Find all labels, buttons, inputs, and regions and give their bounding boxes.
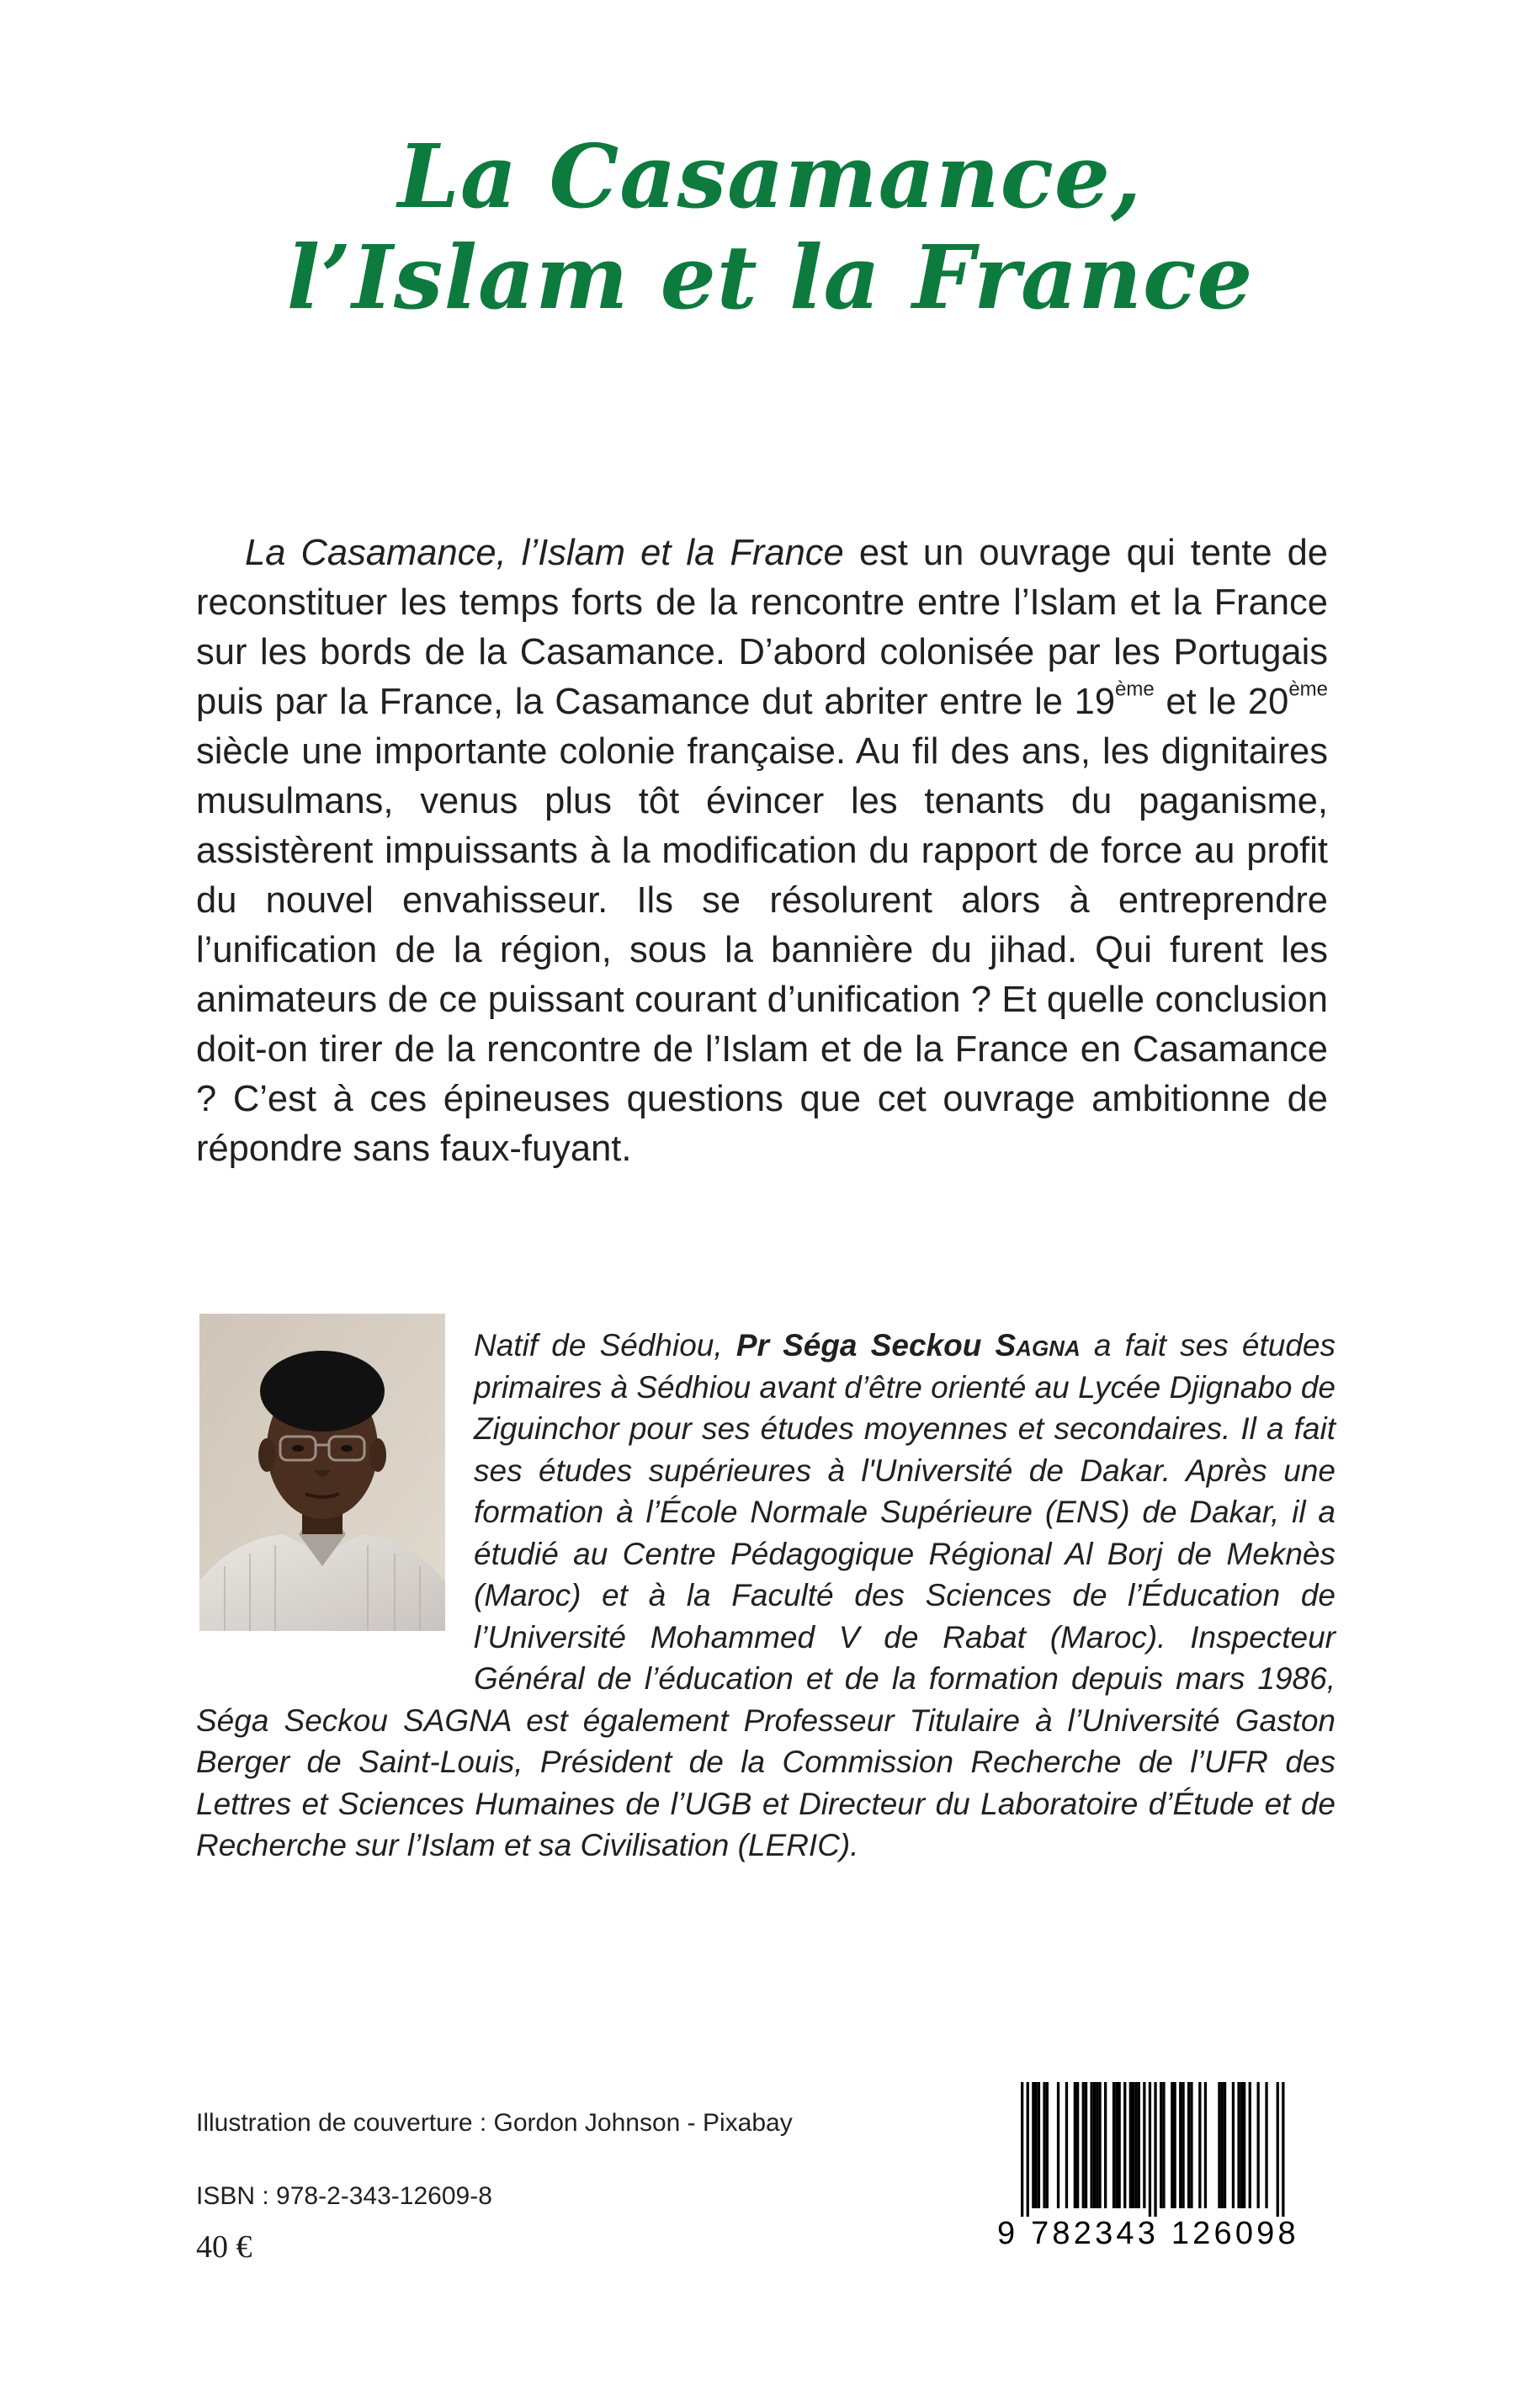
barcode-bar (1038, 2082, 1040, 2208)
barcode-bar (1104, 2082, 1107, 2208)
barcode-bar (1027, 2082, 1029, 2217)
synopsis-superscript-2: ème (1288, 677, 1328, 701)
barcode-bar (1160, 2082, 1162, 2208)
barcode-bar (1240, 2082, 1243, 2208)
barcode-bar (1282, 2082, 1284, 2217)
barcode-digits: 9 782343 126098 (997, 2216, 1299, 2251)
synopsis-title-reference: La Casamance, l’Islam et la France (245, 533, 844, 573)
barcode-bar (1221, 2082, 1224, 2208)
synopsis-text-part-3: siècle une importante colonie française. Au fil des ans, les dignitaires musulmans, venus plus tôt évincer les tenants du paganisme, assistèrent impuissants à la modification du rapport de force au profit du nouvel envahisseur. Ils se résolurent alors à entreprendre l’unification de la région, sous la bannière du jihad. Qui furent les animateurs de ce puissant courant d’unification ? Et quelle conclusion doit-on tirer de la rencontre de l’Islam et de la France en Casamance ? C’est à ces épineuses questions que cet ouvrage ambitionne de répondre sans faux-fuyant. (196, 731, 1328, 1169)
book-title-line-2: l’Islam et la France (286, 226, 1254, 329)
barcode-bar (1138, 2082, 1140, 2208)
barcode-bar (1204, 2082, 1207, 2208)
barcode-bar (1149, 2082, 1151, 2217)
barcode-bar (1046, 2082, 1049, 2208)
barcode-bar (1091, 2082, 1093, 2208)
book-title-line-1: La Casamance, (397, 125, 1143, 228)
barcode-bar (1118, 2082, 1121, 2208)
author-given-names: Pr Séga Seckou (735, 1328, 996, 1362)
barcode-bar (1074, 2082, 1076, 2208)
book-title (0, 126, 1540, 328)
barcode-bar (1113, 2082, 1115, 2208)
barcode-bar (1237, 2082, 1240, 2208)
barcode-bar (1265, 2082, 1267, 2208)
synopsis-text-part-2: et le 20 (1154, 682, 1289, 722)
barcode-bar (1115, 2082, 1118, 2208)
illustration-credit: Illustration de couverture : Gordon Johnson - Pixabay (196, 2109, 793, 2137)
barcode-bar (1021, 2082, 1023, 2217)
bio-body: a fait ses études primaires à Sédhiou avant d’être orienté au Lycée Djignabo de Ziguinchor pour ses études moyennes et secondaires. Il a fait ses études supérieures à l'Université de Dakar. Après une formation à l’École Normale Supérieure (ENS) de Dakar, il a étudié au Centre Pédagogique Régional Al Borj de Meknès (Maroc) et à la Faculté des Sciences de l’Éducation de l’Université Mohammed V de Rabat (Maroc). Inspecteur Général de l’éducation et de la formation depuis mars 1986, Séga Seckou SAGNA est également Professeur Titulaire à l’Université Gaston Berger de Saint-Louis, Président de la Commission Recherche de l’UFR des Lettres et Sciences Humaines de l’UGB et Directeur du Laboratoire d’Étude et de Recherche sur l’Islam et sa Civilisation (LERIC). (196, 1328, 1336, 1862)
price-label: 40 € (196, 2229, 252, 2265)
author-biography (196, 1325, 1336, 1867)
barcode-bar (1224, 2082, 1226, 2208)
barcode-bars (997, 2082, 1300, 2217)
barcode-bar (1093, 2082, 1096, 2208)
barcode-bar (1085, 2082, 1087, 2208)
synopsis-superscript-1: ème (1115, 677, 1155, 701)
isbn-barcode (997, 2082, 1300, 2259)
barcode-bar (1123, 2082, 1126, 2208)
barcode-bar (1190, 2082, 1192, 2208)
barcode-bar (1198, 2082, 1201, 2208)
isbn-number: ISBN : 978-2-343-12609-8 (196, 2182, 492, 2210)
barcode-bar (1232, 2082, 1235, 2208)
barcode-bar (1187, 2082, 1190, 2208)
author-surname: Sagna (995, 1328, 1081, 1362)
barcode-bar (1132, 2082, 1134, 2208)
barcode-bar (1179, 2082, 1182, 2208)
barcode-bar (1035, 2082, 1038, 2208)
barcode-bar (1134, 2082, 1137, 2208)
synopsis-paragraph (196, 529, 1328, 1174)
barcode-bar (1098, 2082, 1101, 2208)
barcode-bar (1162, 2082, 1165, 2208)
synopsis-text-part-1: est un ouvrage qui tente de reconstituer les temps forts de la rencontre entre l’Islam et la France sur les bords de la Casamance. D’abord colonisée par les Portugais puis par la France, la Casamance dut abriter entre le 19 (196, 533, 1329, 722)
barcode-bar (1182, 2082, 1184, 2208)
barcode-bar (1171, 2082, 1173, 2208)
author-name (736, 1328, 1081, 1362)
barcode-bar (1243, 2082, 1245, 2208)
barcode-bar (1249, 2082, 1251, 2208)
photo-text-wrap-spacer (196, 1325, 474, 1685)
bio-intro: Natif de Sédhiou, (474, 1328, 736, 1362)
barcode-bar (1257, 2082, 1260, 2208)
barcode-bar (1277, 2082, 1279, 2217)
barcode-bar (1096, 2082, 1098, 2208)
barcode-bar (1174, 2082, 1176, 2208)
barcode-bar (1043, 2082, 1045, 2208)
barcode-bar (1057, 2082, 1059, 2208)
barcode-bar (1082, 2082, 1085, 2208)
barcode-bar (1129, 2082, 1132, 2208)
barcode-bar (1218, 2082, 1220, 2208)
barcode-bar (1076, 2082, 1079, 2208)
barcode-bar (1065, 2082, 1068, 2208)
barcode-bar (1143, 2082, 1145, 2208)
barcode-bar (1154, 2082, 1156, 2217)
barcode-bar (1032, 2082, 1034, 2208)
